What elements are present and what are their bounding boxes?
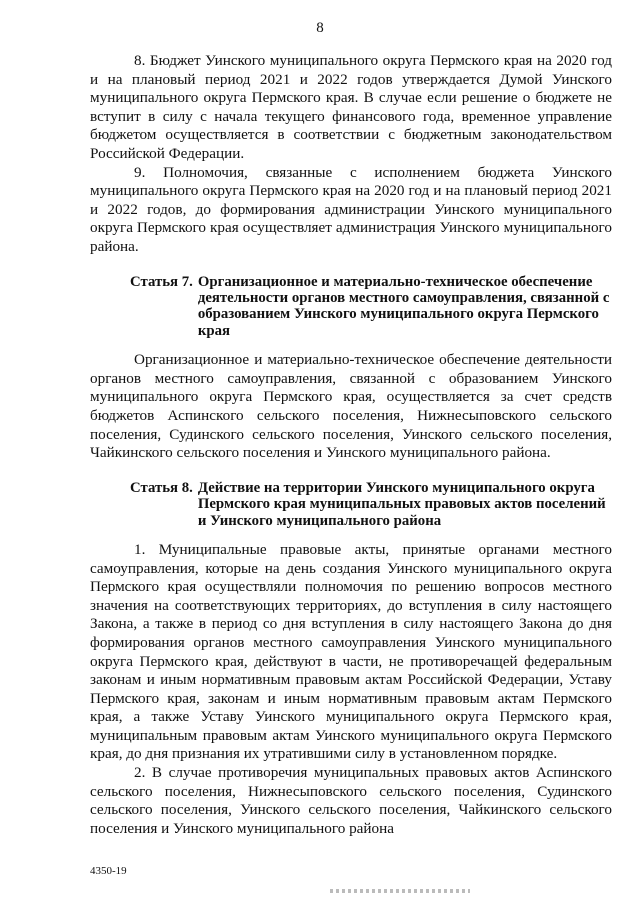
scan-artifact — [330, 889, 470, 893]
page-number: 8 — [316, 20, 324, 36]
article-8-heading — [90, 480, 612, 529]
document-code: 4350-19 — [90, 865, 127, 877]
paragraph-9: 9. Полномочия, связанные с исполнением бюджета Уинского муниципального округа Пермского края на 2020 год и на плановый период 2021 и 2022 годов, до формирования администрации Уинского муниципального округа Пермского края осуществляет администрация Уинского муниципального района. — [90, 163, 612, 255]
article-7-title: Организационное и материально-техническое обеспечение деятельности органов местного самоуправления, связанной с образованием Уинского муниципального округа Пермского края — [197, 273, 610, 339]
article-8-paragraph-2: 2. В случае противоречия муниципальных правовых актов Аспинского сельского поселения, Нижнесыповского сельского поселения, Судинского сельского поселения, Уинского сельского поселения, Чайкинского сельского поселения и Уинского муниципального района — [90, 764, 612, 837]
article-8-title: Действие на территории Уинского муниципального округа Пермского края муниципальных правовых актов поселений и Уинского муниципального района — [197, 479, 606, 529]
article-8-paragraph-1: 1. Муниципальные правовые акты, принятые органами местного самоуправления, которые на день создания Уинского муниципального округа Пермского края осуществляли полномочия по решению вопросов местного значения на соответствующих территориях, до вступления в силу настоящего Закона, а также в период со дня вступления в силу настоящего Закона до дня формирования органов местного самоуправления Уинского муниципального округа Пермского края, действуют в части, не противоречащей федеральным законам и иным нормативным правовым актам Российской Федерации, Уставу Пермского края, законам и иным нормативным правовым актам Пермского края, а также Уставу Уинского муниципального округа Пермского края, муниципальным правовым актам Уинского муниципального округа Пермского края, до дня признания их утратившими силу в установленном порядке. — [90, 540, 612, 763]
article-7-heading — [90, 274, 612, 340]
article-7-label: Статья 7. — [130, 273, 193, 290]
document-body — [90, 52, 612, 838]
article-8-label: Статья 8. — [130, 479, 193, 496]
paragraph-8: 8. Бюджет Уинского муниципального округа Пермского края на 2020 год и на плановый период 2021 и 2022 годов утверждается Думой Уинского муниципального округа Пермского края. В случае если решение о бюджете не вступит в силу с начала текущего финансового года, временное управление бюджетом осуществляется в соответствии с бюджетным законодательством Российской Федерации. — [90, 52, 612, 162]
article-7-text: Организационное и материально-техническое обеспечение деятельности органов местного самоуправления, связанной с образованием Уинского муниципального округа Пермского края, осуществляется за счет средств бюджетов Аспинского сельского поселения, Нижнесыповского сельского поселения, Судинского сельского поселения, Уинского сельского поселения, Чайкинского сельского поселения и Уинского муниципального района. — [90, 351, 612, 462]
